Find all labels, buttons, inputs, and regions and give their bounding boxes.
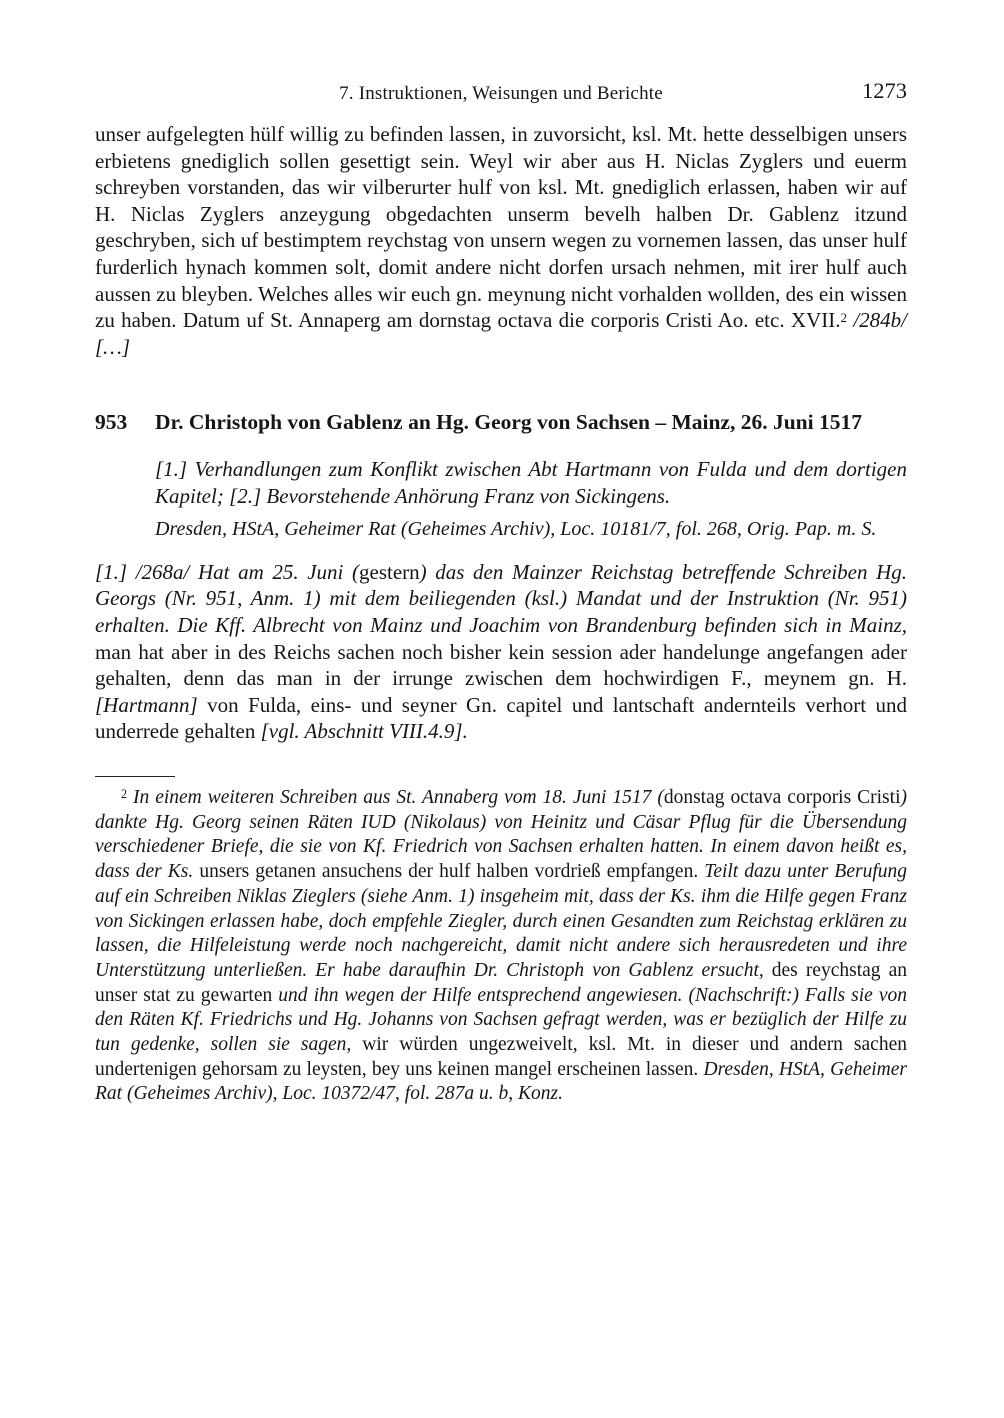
running-title: 7. Instruktionen, Weisungen und Berichte xyxy=(339,83,663,104)
entry-953 xyxy=(95,408,907,745)
footnote-divider xyxy=(95,776,175,777)
letter-952-continuation-paragraph: unser aufgelegten hülf willig zu befinden lassen, in zuvorsicht, ksl. Mt. hette desselbigen unsers erbietens gnediglich sollen gesettigt sein. Weyl wir aber aus H. Niclas Zyglers und euerm schreyben vorstanden, das wir vilberurter hulf von ksl. Mt. gnediglich erlassen, haben wir auf H. Niclas Zyglers anzeygung obgedachten unserm bevelh halben Dr. Gablenz itzund geschryben, sich uf bestimptem reychstag von unsern wegen zu vornemen lassen, das unser hulf furderlich hynach kommen solt, domit andere nicht dorfen ursach nehmen, mit irer hulf auch aussen zu bleyben. Welches alles wir euch gn. meynung nicht vorhalden wollden, des ein wissen zu haben. Datum uf St. Annaperg am dornstag octava die corporis Cristi Ao. etc. XVII.$^2$ /284b/ […] xyxy=(95,122,908,359)
entry-summary: [1.] Verhandlungen zum Konflikt zwischen Abt Hartmann von Fulda und dem dortigen Kapitel; [2.] Bevorstehende Anhörung Franz von Sickingens. xyxy=(155,456,907,508)
entry-number: 953 xyxy=(95,410,128,435)
page-number: 1273 xyxy=(862,78,907,103)
entry-archive-reference: Dresden, HStA, Geheimer Rat (Geheimes Archiv), Loc. 10181/7, fol. 268, Orig. Pap. m. S. xyxy=(155,517,877,540)
page-header xyxy=(95,78,907,108)
entry-heading xyxy=(95,408,907,437)
footnote-area xyxy=(95,776,907,1107)
entry-body-paragraph: [1.] /268a/ Hat am 25. Juni (gestern) das den Mainzer Reichstag betreffende Schreiben Hg. Georgs (Nr. 951, Anm. 1) mit dem beiliegenden (ksl.) Mandat und der Instruktion (Nr. 951) erhalten. Die Kff. Albrecht von Mainz und Joachim von Brandenburg befinden sich in Mainz, man hat aber in des Reichs sachen noch bisher kein session ader handelunge angefangen ader gehalten, denn das man in der irrunge zwischen dem hochwirdigen F., meynem gn. H. [Hartmann] von Fulda, eins- und seyner Gn. capitel und lantschaft andernteils verhort und underrede gehalten [vgl. Abschnitt VIII.4.9]. xyxy=(95,559,908,744)
footnote-2: $^2$ In einem weiteren Schreiben aus St. Annaberg vom 18. Juni 1517 (donstag octava corporis Cristi) dankte Hg. Georg seinen Räten IUD (Nikolaus) von Heinitz und Cäsar Pflug für die Übersendung verschiedener Briefe, die sie von Kf. Friedrich von Sachsen erhalten hatten. In einem davon heißt es, dass der Ks. unsers getanen ansuchens der hulf halben vordrieß empfangen. Teilt dazu unter Berufung auf ein Schreiben Niklas Zieglers (siehe Anm. 1) insgeheim mit, dass der Ks. ihm die Hilfe gegen Franz von Sickingen erlassen habe, doch empfehle Ziegler, durch einen Gesandten zum Reichstag erklären zu lassen, die Hilfeleistung werde noch nachgereicht, damit nicht andere sich herausredeten und ihre Unterstützung unterließen. Er habe daraufhin Dr. Christoph von Gablenz ersucht, des reychstag an unser stat zu gewarten und ihn wegen der Hilfe entsprechend angewiesen. (Nachschrift:) Falls sie von den Räten Kf. Friedrichs und Hg. Johanns von Sachsen gefragt werden, was er bezüglich der Hilfe zu tun gedenke, sollen sie sagen, wir würden ungezweivelt, ksl. Mt. in dieser und andern sachen undertenigen gehorsam zu leysten, bey uns keinen mangel erscheinen lassen. Dresden, HStA, Geheimer Rat (Geheimes Archiv), Loc. 10372/47, fol. 287a u. b, Konz. xyxy=(95,786,907,1105)
entry-title: Dr. Christoph von Gablenz an Hg. Georg von Sachsen – Mainz, 26. Juni 1517 xyxy=(155,410,862,435)
